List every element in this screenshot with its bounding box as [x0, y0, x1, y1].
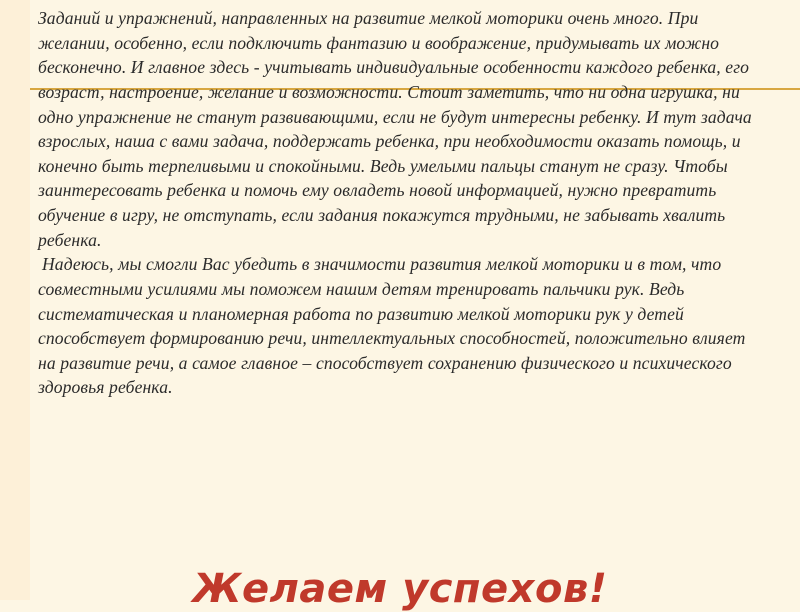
left-decorative-band — [0, 0, 30, 600]
slide-body-text — [38, 6, 764, 400]
paragraph-2: Надеюсь, мы смогли Вас убедить в значимости развития мелкой моторики и в том, что совместными усилиями мы поможем нашим детям тренировать пальчики рук. Ведь систематическая и планомерная работа по развитию мелкой моторики рук у детей способствует формированию речи, интеллектуальных способностей, положительно влияет на развитие речи, а самое главное – способствует сохранению физического и психического здоровья ребенка. — [38, 254, 746, 398]
paragraph-1: Заданий и упражнений, направленных на развитие мелкой моторики очень много. При желании, особенно, если подключить фантазию и воображение, придумывать их можно бесконечно. И главное здесь - учитывать индивидуальные особенности каждого ребенка, его возраст, настроение, желание и возможности. Стоит заметить, что ни одна игрушка, ни одно упражнение не станут развивающими, если не будут интересны ребенку. И тут задача взрослых, наша с вами задача, поддержать ребенка, при необходимости оказать помощь, и конечно быть терпеливыми и спокойными. Ведь умелыми пальцы станут не сразу. Чтобы заинтересовать ребенка и помочь ему овладеть новой информацией, нужно превратить обучение в игру, не отступать, если задания покажутся трудными, не забывать хвалить ребенка. — [38, 8, 752, 250]
closing-headline: Желаем успехов! — [192, 566, 608, 612]
